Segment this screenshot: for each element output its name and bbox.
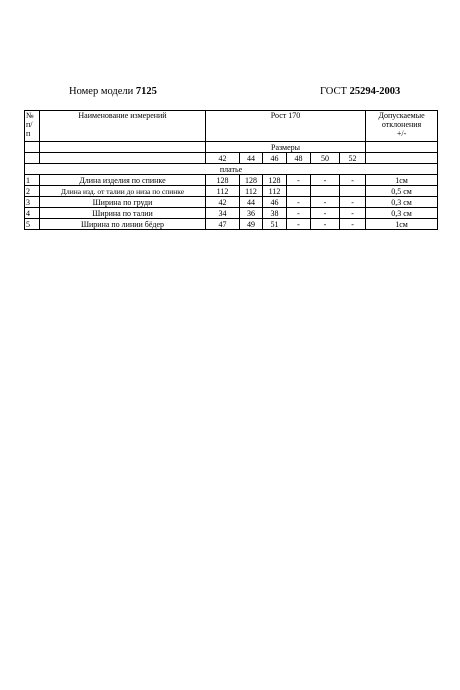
section-row [25, 164, 438, 175]
gost-number: 25294-2003 [349, 86, 401, 97]
empty-cell [366, 153, 438, 164]
size-cell: 50 [311, 153, 340, 164]
empty-cell [40, 142, 206, 153]
table-row [25, 208, 438, 219]
row-value: 44 [240, 197, 263, 208]
empty-cell [366, 142, 438, 153]
empty-cell [40, 153, 206, 164]
row-name: Ширина по груди [40, 197, 206, 208]
row-value: 112 [240, 186, 263, 197]
row-tolerance: 0,3 см [366, 197, 438, 208]
row-name: Длина изд. от талии до низа по спинке [40, 186, 206, 197]
row-tolerance: 1см [366, 175, 438, 186]
header-number-line: п [26, 129, 31, 138]
table-row [25, 186, 438, 197]
row-value: 112 [206, 186, 240, 197]
row-value: - [311, 208, 340, 219]
row-number: 5 [25, 219, 40, 230]
row-number: 3 [25, 197, 40, 208]
model-prefix: Номер модели [69, 86, 134, 97]
row-tolerance: 0,3 см [366, 208, 438, 219]
header-tolerance-cell [366, 111, 438, 142]
row-value: 49 [240, 219, 263, 230]
gost-prefix: ГОСТ [320, 86, 347, 97]
table-row [25, 197, 438, 208]
row-value: - [287, 219, 311, 230]
measurements-table [24, 110, 438, 230]
row-value: 46 [263, 197, 287, 208]
row-name: Ширина по талии [40, 208, 206, 219]
row-value: 38 [263, 208, 287, 219]
row-name: Ширина по линии бёдер [40, 219, 206, 230]
row-tolerance: 0,5 см [366, 186, 438, 197]
row-value: - [287, 208, 311, 219]
empty-cell [25, 142, 40, 153]
row-value: - [311, 175, 340, 186]
row-number: 2 [25, 186, 40, 197]
header-number-line: п/ [26, 120, 33, 129]
model-label [69, 86, 157, 97]
header-number-cell [25, 111, 40, 142]
header-height-cell: Рост 170 [206, 111, 366, 142]
header-name-cell: Наименование измерений [40, 111, 206, 142]
row-name: Длина изделия по спинке [40, 175, 206, 186]
row-value: - [340, 219, 366, 230]
row-value: 47 [206, 219, 240, 230]
row-value [287, 186, 311, 197]
section-cell: платье [25, 164, 438, 175]
row-value: 128 [263, 175, 287, 186]
row-value: - [340, 175, 366, 186]
size-cell: 46 [263, 153, 287, 164]
table-header-row [25, 111, 438, 142]
sizes-label-row [25, 142, 438, 153]
model-number: 7125 [135, 86, 157, 97]
size-cell: 48 [287, 153, 311, 164]
size-cell: 44 [240, 153, 263, 164]
row-tolerance: 1см [366, 219, 438, 230]
sizes-label-cell: Размеры [206, 142, 366, 153]
row-number: 4 [25, 208, 40, 219]
header-tolerance-line: отклонения [381, 120, 422, 129]
row-value: - [340, 208, 366, 219]
size-cell: 52 [340, 153, 366, 164]
row-value: 128 [206, 175, 240, 186]
row-number: 1 [25, 175, 40, 186]
header-tolerance-line: +/- [396, 129, 407, 138]
row-value: 36 [240, 208, 263, 219]
row-value [311, 186, 340, 197]
size-cell: 42 [206, 153, 240, 164]
row-value: 112 [263, 186, 287, 197]
row-value: - [340, 197, 366, 208]
row-value: 34 [206, 208, 240, 219]
row-value: - [311, 197, 340, 208]
gost-label [320, 86, 400, 97]
row-value: 51 [263, 219, 287, 230]
row-value: - [287, 175, 311, 186]
row-value: - [311, 219, 340, 230]
table-row [25, 219, 438, 230]
page-header [0, 86, 460, 102]
header-tolerance-line: Допускаемые [378, 111, 425, 120]
sizes-values-row [25, 153, 438, 164]
empty-cell [25, 153, 40, 164]
row-value: 42 [206, 197, 240, 208]
header-number-line: № [26, 111, 34, 120]
row-value [340, 186, 366, 197]
row-value: - [287, 197, 311, 208]
row-value: 128 [240, 175, 263, 186]
table-row [25, 175, 438, 186]
